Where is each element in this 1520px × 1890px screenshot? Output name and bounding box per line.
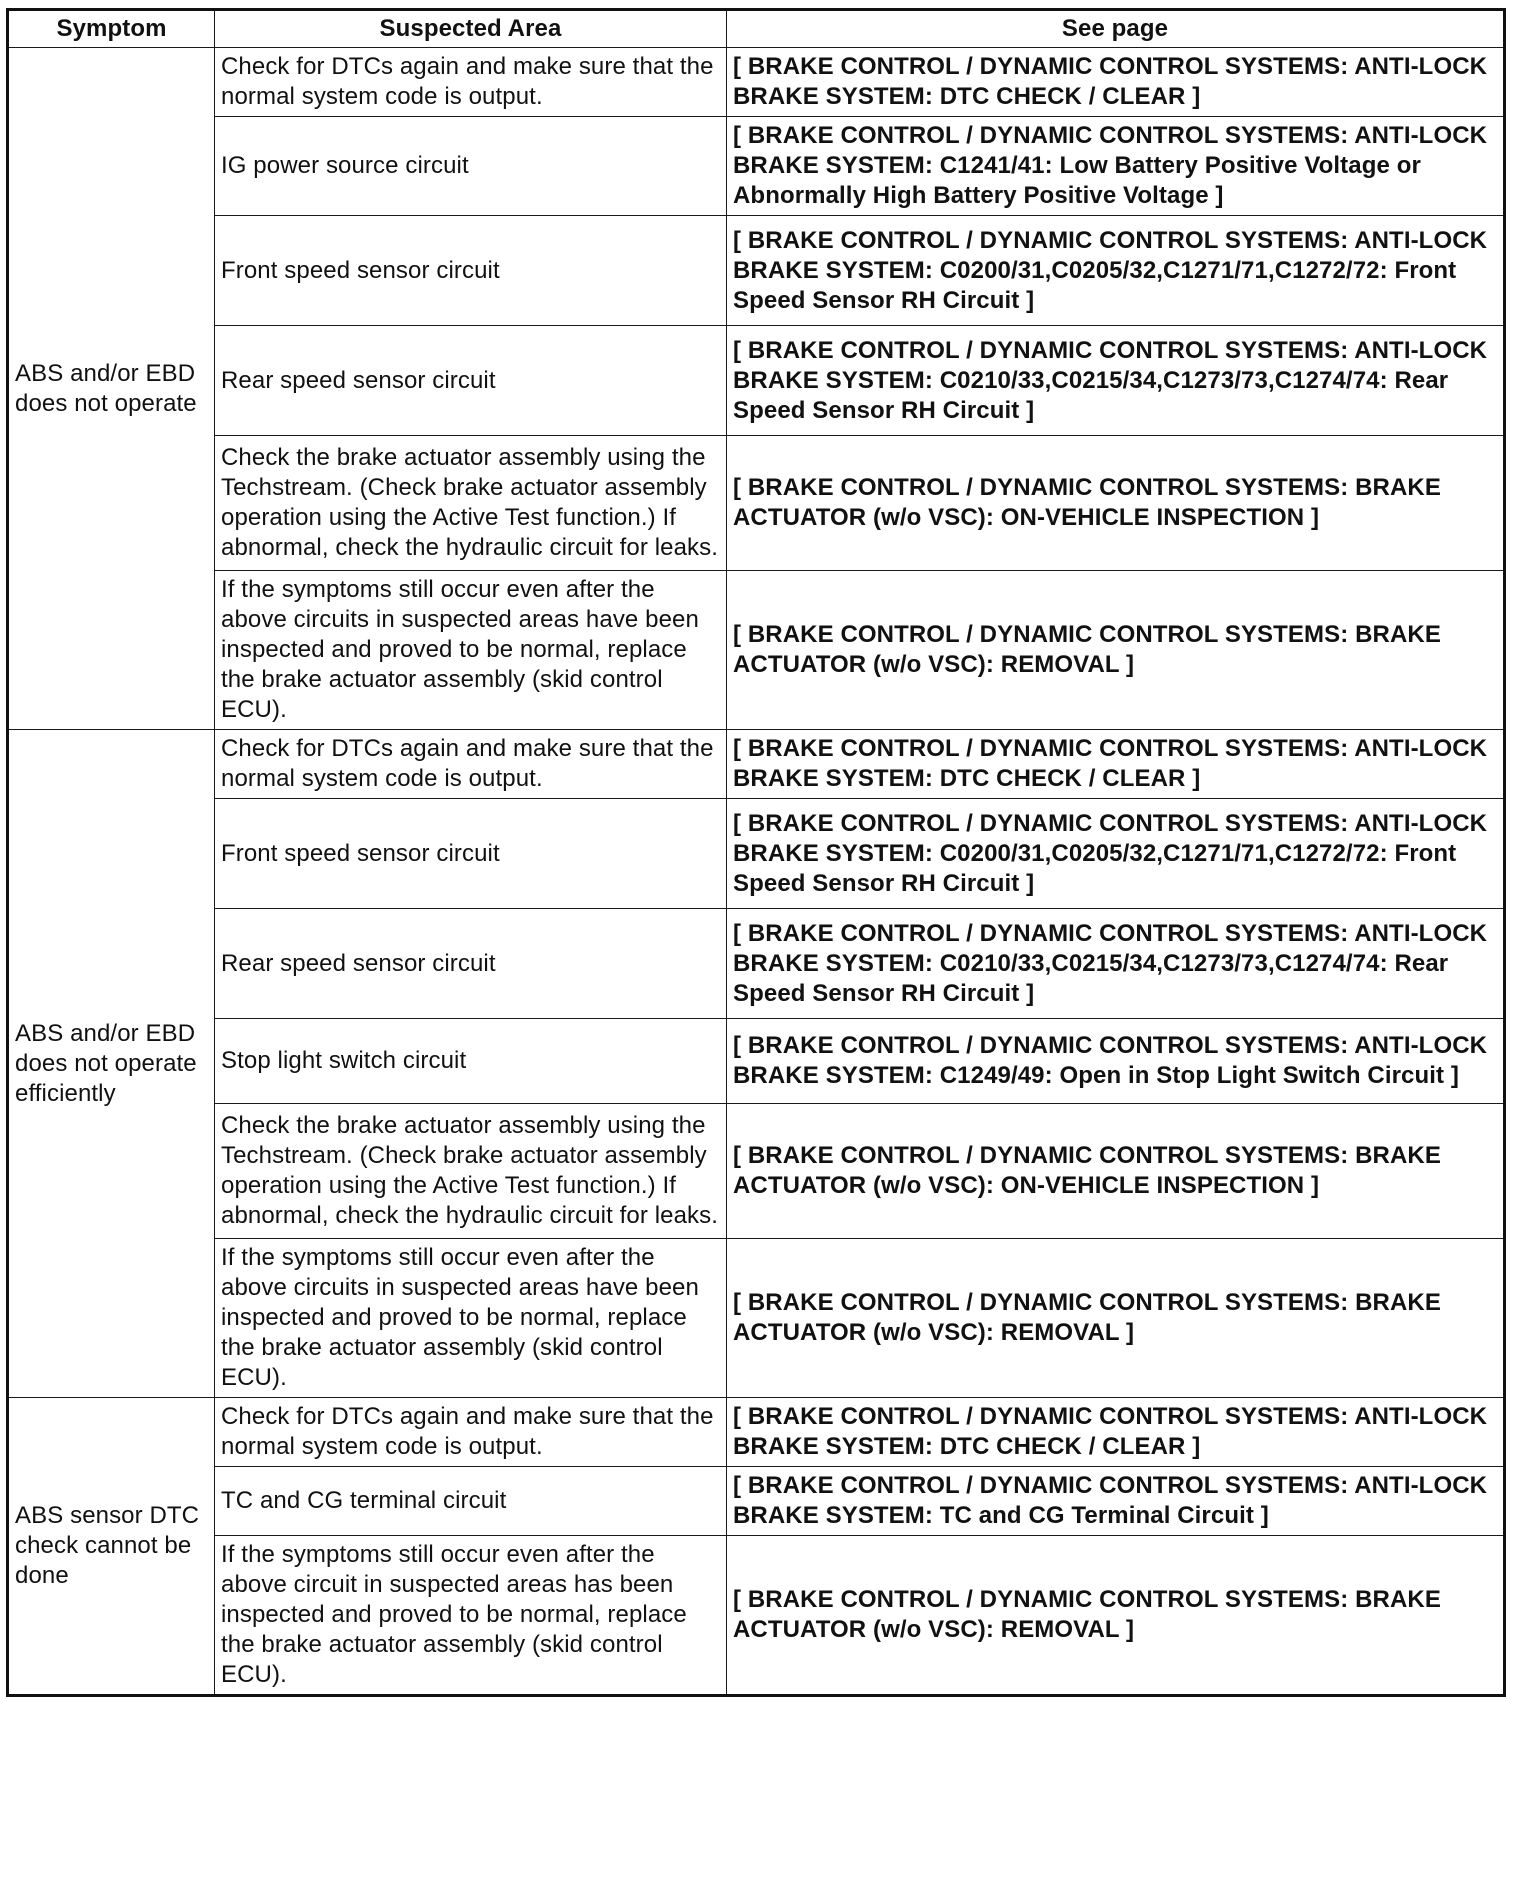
- see-page-link[interactable]: [ BRAKE CONTROL / DYNAMIC CONTROL SYSTEMS: ANTI-LOCK BRAKE SYSTEM: C0210/33,C0215/34,C1273/73,C1274/74: Rear Speed Sensor RH Circuit ]: [727, 909, 1505, 1019]
- table-row: [8, 571, 1505, 730]
- problem-symptoms-table: [6, 8, 1506, 1697]
- table-row: [8, 1019, 1505, 1104]
- suspected-area-cell: Check for DTCs again and make sure that the normal system code is output.: [215, 48, 727, 117]
- header-symptom: Symptom: [8, 10, 215, 48]
- table-row: [8, 1536, 1505, 1696]
- see-page-link[interactable]: [ BRAKE CONTROL / DYNAMIC CONTROL SYSTEMS: BRAKE ACTUATOR (w/o VSC): ON-VEHICLE INSPECTION ]: [727, 1104, 1505, 1239]
- table-row: [8, 909, 1505, 1019]
- see-page-link[interactable]: [ BRAKE CONTROL / DYNAMIC CONTROL SYSTEMS: ANTI-LOCK BRAKE SYSTEM: DTC CHECK / CLEAR ]: [727, 730, 1505, 799]
- see-page-link[interactable]: [ BRAKE CONTROL / DYNAMIC CONTROL SYSTEMS: ANTI-LOCK BRAKE SYSTEM: TC and CG Terminal Circuit ]: [727, 1467, 1505, 1536]
- see-page-link[interactable]: [ BRAKE CONTROL / DYNAMIC CONTROL SYSTEMS: BRAKE ACTUATOR (w/o VSC): REMOVAL ]: [727, 1536, 1505, 1696]
- suspected-area-cell: If the symptoms still occur even after the above circuits in suspected areas have been inspected and proved to be normal, replace the brake actuator assembly (skid control ECU).: [215, 1239, 727, 1398]
- suspected-area-cell: Stop light switch circuit: [215, 1019, 727, 1104]
- see-page-link[interactable]: [ BRAKE CONTROL / DYNAMIC CONTROL SYSTEMS: BRAKE ACTUATOR (w/o VSC): REMOVAL ]: [727, 571, 1505, 730]
- header-see-page: See page: [727, 10, 1505, 48]
- suspected-area-cell: If the symptoms still occur even after the above circuit in suspected areas has been inspected and proved to be normal, replace the brake actuator assembly (skid control ECU).: [215, 1536, 727, 1696]
- see-page-link[interactable]: [ BRAKE CONTROL / DYNAMIC CONTROL SYSTEMS: ANTI-LOCK BRAKE SYSTEM: C0200/31,C0205/32,C1271/71,C1272/72: Front Speed Sensor RH Circuit ]: [727, 799, 1505, 909]
- suspected-area-cell: Front speed sensor circuit: [215, 216, 727, 326]
- table-row: [8, 436, 1505, 571]
- see-page-link[interactable]: [ BRAKE CONTROL / DYNAMIC CONTROL SYSTEMS: ANTI-LOCK BRAKE SYSTEM: C1241/41: Low Battery Positive Voltage or Abnormally High Battery Positive Voltage ]: [727, 117, 1505, 216]
- page-content: [6, 8, 1503, 1697]
- symptom-cell: ABS and/or EBD does not operate: [8, 48, 215, 730]
- suspected-area-cell: IG power source circuit: [215, 117, 727, 216]
- suspected-area-cell: Front speed sensor circuit: [215, 799, 727, 909]
- symptom-cell: ABS sensor DTC check cannot be done: [8, 1398, 215, 1696]
- suspected-area-cell: Rear speed sensor circuit: [215, 326, 727, 436]
- table-body: [8, 48, 1505, 1696]
- table-row: [8, 326, 1505, 436]
- header-suspected-area: Suspected Area: [215, 10, 727, 48]
- suspected-area-cell: TC and CG terminal circuit: [215, 1467, 727, 1536]
- suspected-area-cell: Check the brake actuator assembly using the Techstream. (Check brake actuator assembly operation using the Active Test function.) If abnormal, check the hydraulic circuit for leaks.: [215, 436, 727, 571]
- see-page-link[interactable]: [ BRAKE CONTROL / DYNAMIC CONTROL SYSTEMS: BRAKE ACTUATOR (w/o VSC): REMOVAL ]: [727, 1239, 1505, 1398]
- table-header-row: [8, 10, 1505, 48]
- suspected-area-cell: Check the brake actuator assembly using the Techstream. (Check brake actuator assembly operation using the Active Test function.) If abnormal, check the hydraulic circuit for leaks.: [215, 1104, 727, 1239]
- suspected-area-cell: Check for DTCs again and make sure that the normal system code is output.: [215, 730, 727, 799]
- symptom-cell: ABS and/or EBD does not operate efficiently: [8, 730, 215, 1398]
- suspected-area-cell: If the symptoms still occur even after the above circuits in suspected areas have been inspected and proved to be normal, replace the brake actuator assembly (skid control ECU).: [215, 571, 727, 730]
- suspected-area-cell: Rear speed sensor circuit: [215, 909, 727, 1019]
- table-row: [8, 1239, 1505, 1398]
- see-page-link[interactable]: [ BRAKE CONTROL / DYNAMIC CONTROL SYSTEMS: ANTI-LOCK BRAKE SYSTEM: C0210/33,C0215/34,C1273/73,C1274/74: Rear Speed Sensor RH Circuit ]: [727, 326, 1505, 436]
- see-page-link[interactable]: [ BRAKE CONTROL / DYNAMIC CONTROL SYSTEMS: ANTI-LOCK BRAKE SYSTEM: DTC CHECK / CLEAR ]: [727, 1398, 1505, 1467]
- table-row: [8, 730, 1505, 799]
- table-row: [8, 1398, 1505, 1467]
- see-page-link[interactable]: [ BRAKE CONTROL / DYNAMIC CONTROL SYSTEMS: ANTI-LOCK BRAKE SYSTEM: C1249/49: Open in Stop Light Switch Circuit ]: [727, 1019, 1505, 1104]
- suspected-area-cell: Check for DTCs again and make sure that the normal system code is output.: [215, 1398, 727, 1467]
- see-page-link[interactable]: [ BRAKE CONTROL / DYNAMIC CONTROL SYSTEMS: ANTI-LOCK BRAKE SYSTEM: DTC CHECK / CLEAR ]: [727, 48, 1505, 117]
- table-row: [8, 799, 1505, 909]
- see-page-link[interactable]: [ BRAKE CONTROL / DYNAMIC CONTROL SYSTEMS: ANTI-LOCK BRAKE SYSTEM: C0200/31,C0205/32,C1271/71,C1272/72: Front Speed Sensor RH Circuit ]: [727, 216, 1505, 326]
- table-row: [8, 117, 1505, 216]
- table-row: [8, 1467, 1505, 1536]
- table-row: [8, 1104, 1505, 1239]
- table-row: [8, 48, 1505, 117]
- table-row: [8, 216, 1505, 326]
- see-page-link[interactable]: [ BRAKE CONTROL / DYNAMIC CONTROL SYSTEMS: BRAKE ACTUATOR (w/o VSC): ON-VEHICLE INSPECTION ]: [727, 436, 1505, 571]
